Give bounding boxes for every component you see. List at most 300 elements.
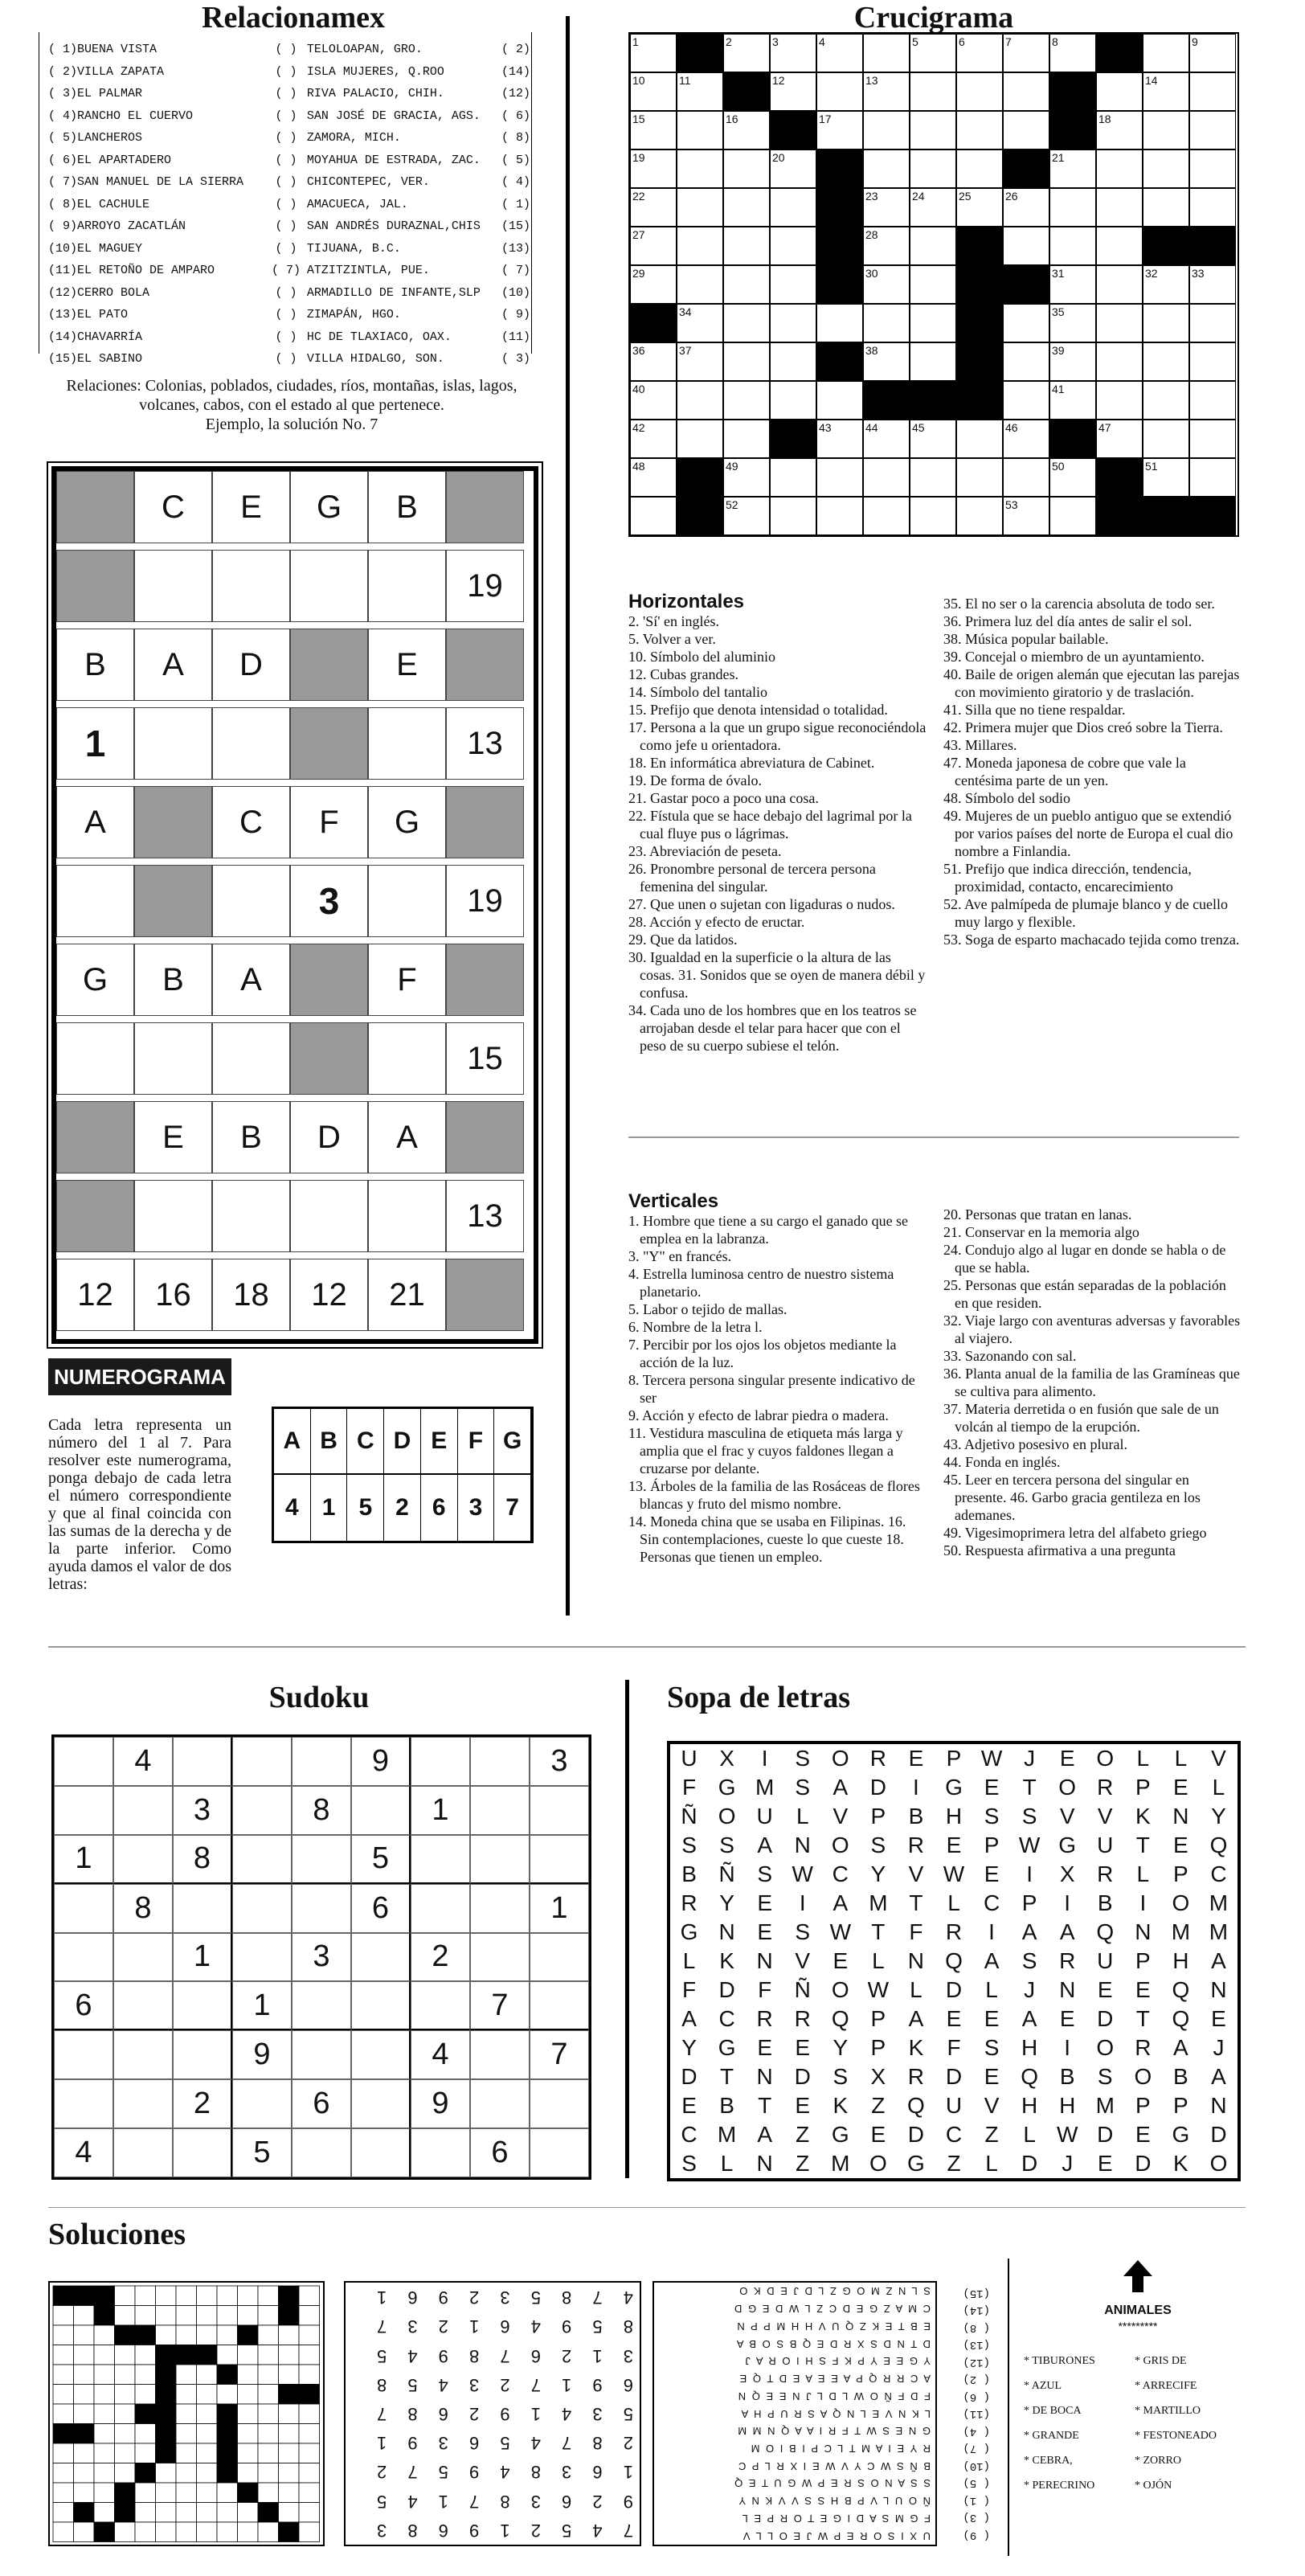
sudoku-cell[interactable]: 1 — [173, 1933, 232, 1982]
crossword-cell[interactable] — [770, 458, 816, 497]
word-search-letter[interactable]: Ñ — [681, 1804, 698, 1829]
sudoku-cell[interactable] — [351, 1786, 411, 1835]
sudoku-cell[interactable]: 5 — [232, 2128, 292, 2177]
sudoku-cell[interactable] — [54, 1884, 113, 1933]
crossword-cell[interactable] — [1049, 342, 1096, 381]
crossword-cell[interactable] — [677, 265, 723, 304]
word-search-letter[interactable]: Q — [831, 2006, 849, 2031]
word-search-letter[interactable]: A — [681, 2006, 697, 2031]
word-search-letter[interactable]: D — [794, 2064, 811, 2089]
word-search-letter[interactable]: P — [870, 2035, 886, 2060]
sudoku-cell[interactable]: 7 — [470, 1981, 530, 2030]
word-search-letter[interactable]: H — [1172, 1948, 1189, 1973]
sudoku-cell[interactable] — [54, 1933, 113, 1982]
numerograma-cell[interactable]: 1 — [56, 707, 134, 780]
word-search-letter[interactable]: B — [1173, 2064, 1188, 2089]
numerograma-cell[interactable]: A — [368, 1101, 446, 1173]
word-search-letter[interactable]: D — [945, 1977, 963, 2002]
word-search-letter[interactable]: K — [1135, 1804, 1151, 1829]
word-search-letter[interactable]: Z — [871, 2093, 886, 2118]
word-search-letter[interactable]: I — [1064, 2035, 1071, 2060]
crossword-cell[interactable] — [723, 265, 770, 304]
crossword-cell[interactable] — [816, 381, 863, 420]
crossword-cell[interactable] — [863, 111, 910, 149]
word-search-letter[interactable]: J — [1024, 1977, 1036, 2002]
word-search-letter[interactable]: V — [795, 1948, 811, 1973]
word-search-letter[interactable]: T — [909, 1890, 923, 1915]
crossword-cell[interactable] — [1143, 111, 1189, 149]
sudoku-cell[interactable] — [470, 1737, 530, 1786]
crossword-cell[interactable] — [630, 227, 677, 265]
sudoku-cell[interactable] — [292, 1981, 351, 2030]
crossword-cell[interactable] — [863, 342, 910, 381]
word-search-letter[interactable]: P — [870, 1804, 886, 1829]
crossword-cell[interactable] — [863, 304, 910, 342]
numerograma-cell[interactable]: F — [368, 944, 446, 1016]
numerograma-cell[interactable]: E — [212, 471, 290, 543]
sudoku-cell[interactable] — [470, 1933, 530, 1982]
word-search-letter[interactable]: H — [1059, 2093, 1076, 2118]
word-search-letter[interactable]: S — [870, 1833, 886, 1857]
word-search-letter[interactable]: H — [1021, 2093, 1038, 2118]
word-search-letter[interactable]: Q — [945, 1948, 963, 1973]
numerograma-cell[interactable] — [290, 1180, 368, 1252]
crossword-cell[interactable] — [1003, 304, 1049, 342]
crossword-cell[interactable] — [1049, 34, 1096, 72]
sudoku-cell[interactable] — [54, 2079, 113, 2128]
word-search-letter[interactable]: D — [1021, 2151, 1038, 2176]
crossword-cell[interactable] — [910, 111, 956, 149]
crossword-cell[interactable] — [677, 227, 723, 265]
word-search-letter[interactable]: S — [795, 1746, 811, 1771]
crossword-cell[interactable] — [910, 265, 956, 304]
word-search-letter[interactable]: J — [1062, 2151, 1074, 2176]
numerograma-cell[interactable] — [212, 550, 290, 622]
sudoku-cell[interactable]: 4 — [54, 2128, 113, 2177]
word-search-letter[interactable]: M — [1095, 2093, 1115, 2118]
sudoku-cell[interactable] — [351, 2030, 411, 2079]
word-search-letter[interactable]: O — [831, 1833, 849, 1857]
word-search-letter[interactable]: M — [1209, 1919, 1229, 1944]
word-search-letter[interactable]: V — [984, 2093, 1000, 2118]
crossword-cell[interactable] — [630, 497, 677, 535]
word-search-letter[interactable]: D — [1135, 2151, 1152, 2176]
crossword-cell[interactable] — [723, 458, 770, 497]
word-search-letter[interactable]: W — [943, 1861, 965, 1886]
word-search-letter[interactable]: P — [1135, 1775, 1151, 1800]
word-search-letter[interactable]: U — [945, 2093, 963, 2118]
crossword-cell[interactable] — [1096, 420, 1143, 458]
word-search-letter[interactable]: O — [718, 1804, 736, 1829]
word-search-letter[interactable]: R — [794, 2006, 811, 2031]
word-search-letter[interactable]: R — [907, 2064, 925, 2089]
numerograma-cell[interactable]: 3 — [290, 865, 368, 937]
numerograma-cell[interactable] — [368, 707, 446, 780]
word-search-letter[interactable]: E — [984, 2064, 1000, 2089]
word-search-letter[interactable]: Z — [796, 2122, 810, 2147]
word-search-letter[interactable]: S — [832, 2064, 849, 2089]
crossword-cell[interactable] — [1096, 381, 1143, 420]
word-search-letter[interactable]: N — [794, 1833, 811, 1857]
word-search-letter[interactable]: D — [681, 2064, 698, 2089]
sudoku-cell[interactable]: 8 — [173, 1835, 232, 1884]
rel-answer-slot[interactable]: ( ) — [275, 197, 297, 211]
numerograma-cell[interactable]: D — [290, 1101, 368, 1173]
numerograma-cell[interactable]: 12 — [56, 1259, 134, 1331]
sudoku-cell[interactable] — [173, 2128, 232, 2177]
word-search-letter[interactable]: G — [718, 2035, 736, 2060]
sudoku-cell[interactable] — [411, 1981, 470, 2030]
numerograma-cell[interactable]: G — [56, 944, 134, 1016]
word-search-letter[interactable]: E — [946, 1833, 962, 1857]
crossword-cell[interactable] — [910, 34, 956, 72]
word-search-letter[interactable]: E — [795, 2035, 811, 2060]
numerograma-cell[interactable] — [134, 707, 212, 780]
crossword-cell[interactable] — [630, 265, 677, 304]
crossword-cell[interactable] — [723, 149, 770, 188]
numerograma-cell[interactable]: C — [212, 786, 290, 858]
word-search-letter[interactable]: S — [795, 1775, 811, 1800]
word-search-letter[interactable]: M — [1209, 1890, 1229, 1915]
word-search-letter[interactable]: Z — [947, 2151, 961, 2176]
word-search-letter[interactable]: O — [831, 1746, 849, 1771]
sudoku-cell[interactable]: 1 — [54, 1835, 113, 1884]
crossword-cell[interactable] — [1096, 149, 1143, 188]
crossword-cell[interactable] — [910, 188, 956, 227]
word-search-letter[interactable]: B — [681, 1861, 697, 1886]
word-search-letter[interactable]: S — [984, 1804, 1000, 1829]
sudoku-cell[interactable] — [411, 1737, 470, 1786]
numerograma-cell[interactable]: 12 — [290, 1259, 368, 1331]
crossword-cell[interactable] — [1189, 149, 1236, 188]
sudoku-cell[interactable]: 6 — [351, 1884, 411, 1933]
crossword-cell[interactable] — [1143, 458, 1189, 497]
sudoku-cell[interactable]: 9 — [232, 2030, 292, 2079]
crossword-cell[interactable] — [630, 342, 677, 381]
word-search-letter[interactable]: G — [1058, 1833, 1077, 1857]
word-search-letter[interactable]: S — [1021, 1948, 1037, 1973]
crossword-cell[interactable] — [677, 149, 723, 188]
word-search-letter[interactable]: E — [1097, 1977, 1113, 2002]
word-search-letter[interactable]: B — [719, 2093, 734, 2118]
word-search-letter[interactable]: E — [984, 1861, 1000, 1886]
word-search-letter[interactable]: H — [1021, 2035, 1038, 2060]
numerograma-cell[interactable]: F — [290, 786, 368, 858]
word-search-letter[interactable]: V — [1097, 1804, 1113, 1829]
crossword-cell[interactable] — [1003, 420, 1049, 458]
crossword-cell[interactable] — [910, 149, 956, 188]
rel-answer-slot[interactable]: ( ) — [275, 175, 297, 189]
word-search-letter[interactable]: W — [867, 1977, 890, 2002]
sudoku-cell[interactable] — [530, 1933, 589, 1982]
word-search-letter[interactable]: L — [1212, 1775, 1225, 1800]
word-search-letter[interactable]: D — [869, 1775, 886, 1800]
word-search-letter[interactable]: B — [908, 1804, 924, 1829]
sudoku-cell[interactable] — [113, 1933, 173, 1982]
crossword-cell[interactable] — [723, 497, 770, 535]
crossword-cell[interactable] — [677, 72, 723, 111]
word-search-letter[interactable]: O — [1096, 2035, 1115, 2060]
word-search-letter[interactable]: F — [681, 1775, 697, 1800]
crossword-cell[interactable] — [910, 497, 956, 535]
word-search-letter[interactable]: R — [869, 1746, 886, 1771]
word-search-letter[interactable]: R — [907, 1833, 925, 1857]
crossword-cell[interactable] — [677, 381, 723, 420]
crossword-cell[interactable] — [1143, 304, 1189, 342]
crossword-cell[interactable] — [910, 227, 956, 265]
rel-answer-slot[interactable]: ( ) — [275, 308, 297, 321]
sudoku-cell[interactable] — [173, 1737, 232, 1786]
word-search-letter[interactable]: K — [1173, 2151, 1188, 2176]
crossword-cell[interactable] — [1189, 188, 1236, 227]
crossword-cell[interactable] — [770, 34, 816, 72]
numerograma-cell[interactable]: C — [134, 471, 212, 543]
sudoku-cell[interactable] — [173, 1981, 232, 2030]
crossword-cell[interactable] — [1189, 265, 1236, 304]
crossword-cell[interactable] — [1143, 265, 1189, 304]
crossword-cell[interactable] — [1189, 420, 1236, 458]
numerograma-cell[interactable] — [368, 1022, 446, 1095]
crossword-cell[interactable] — [1189, 342, 1236, 381]
word-search-letter[interactable]: N — [718, 1919, 735, 1944]
sudoku-cell[interactable] — [351, 1933, 411, 1982]
word-search-letter[interactable]: Y — [870, 1861, 886, 1886]
word-search-letter[interactable]: E — [1135, 2122, 1151, 2147]
word-search-letter[interactable]: T — [720, 2064, 734, 2089]
rel-answer-slot[interactable]: ( ) — [275, 153, 297, 167]
word-search-letter[interactable]: O — [1058, 1775, 1077, 1800]
sudoku-cell[interactable] — [530, 1835, 589, 1884]
word-search-letter[interactable]: K — [719, 1948, 734, 1973]
word-search-letter[interactable]: P — [1135, 2093, 1151, 2118]
word-search-letter[interactable]: E — [1059, 1746, 1075, 1771]
crossword-cell[interactable] — [863, 458, 910, 497]
word-search-letter[interactable]: L — [1136, 1746, 1150, 1771]
word-search-letter[interactable]: C — [681, 2122, 698, 2147]
word-search-letter[interactable]: V — [1059, 1804, 1075, 1829]
word-search-letter[interactable]: Z — [796, 2151, 810, 2176]
sudoku-cell[interactable] — [470, 2030, 530, 2079]
crossword-cell[interactable] — [630, 381, 677, 420]
sudoku-cell[interactable]: 6 — [292, 2079, 351, 2128]
word-search-letter[interactable]: Q — [907, 2093, 925, 2118]
word-search-letter[interactable]: D — [945, 2064, 963, 2089]
crossword-cell[interactable] — [1003, 34, 1049, 72]
crossword-cell[interactable] — [630, 420, 677, 458]
word-search-letter[interactable]: S — [719, 1833, 734, 1857]
word-search-letter[interactable]: O — [1209, 2151, 1228, 2176]
numerograma-cell[interactable] — [56, 1022, 134, 1095]
numerograma-cell[interactable]: 21 — [368, 1259, 446, 1331]
crossword-cell[interactable] — [863, 420, 910, 458]
word-search-letter[interactable]: Z — [984, 2122, 999, 2147]
word-search-letter[interactable]: E — [908, 1746, 924, 1771]
crossword-cell[interactable] — [770, 188, 816, 227]
word-search-letter[interactable]: A — [1211, 2064, 1226, 2089]
numerograma-cell[interactable] — [134, 1022, 212, 1095]
word-search-letter[interactable]: G — [945, 1775, 963, 1800]
word-search-letter[interactable]: F — [947, 2035, 961, 2060]
crossword-cell[interactable] — [1189, 381, 1236, 420]
word-search-letter[interactable]: U — [1097, 1948, 1114, 1973]
numerograma-cell[interactable]: D — [212, 629, 290, 701]
sudoku-cell[interactable] — [292, 2030, 351, 2079]
word-search-letter[interactable]: E — [984, 1775, 1000, 1800]
crossword-cell[interactable] — [770, 342, 816, 381]
crossword-cell[interactable] — [1189, 111, 1236, 149]
crossword-cell[interactable] — [1143, 342, 1189, 381]
word-search-letter[interactable]: S — [795, 1919, 811, 1944]
word-search-letter[interactable]: W — [1056, 2122, 1078, 2147]
word-search-letter[interactable]: A — [1059, 1919, 1075, 1944]
word-search-letter[interactable]: E — [681, 2093, 697, 2118]
word-search-letter[interactable]: W — [980, 1746, 1003, 1771]
word-search-letter[interactable]: G — [680, 1919, 698, 1944]
word-search-letter[interactable]: N — [1172, 1804, 1189, 1829]
word-search-letter[interactable]: R — [1097, 1775, 1114, 1800]
sudoku-cell[interactable] — [54, 1737, 113, 1786]
crossword-cell[interactable] — [677, 111, 723, 149]
word-search-letter[interactable]: W — [1018, 1833, 1041, 1857]
word-search-letter[interactable]: B — [1097, 1890, 1113, 1915]
crossword-cell[interactable] — [630, 149, 677, 188]
word-search-letter[interactable]: L — [1023, 2122, 1036, 2147]
word-search-letter[interactable]: P — [984, 1833, 1000, 1857]
numerograma-cell[interactable]: B — [134, 944, 212, 1016]
word-search-letter[interactable]: E — [757, 2035, 772, 2060]
numerograma-cell[interactable]: 19 — [446, 865, 524, 937]
word-search-letter[interactable]: L — [796, 1804, 809, 1829]
word-search-letter[interactable]: M — [831, 2151, 850, 2176]
word-search-letter[interactable]: A — [1173, 2035, 1188, 2060]
word-search-letter[interactable]: N — [756, 2064, 773, 2089]
word-search-letter[interactable]: C — [945, 2122, 963, 2147]
word-search-letter[interactable]: F — [758, 1977, 772, 2002]
numerograma-cell[interactable]: E — [134, 1101, 212, 1173]
crossword-cell[interactable] — [1003, 72, 1049, 111]
crossword-cell[interactable] — [816, 497, 863, 535]
crossword-cell[interactable] — [723, 342, 770, 381]
word-search-letter[interactable]: M — [717, 2122, 737, 2147]
word-search-letter[interactable]: D — [1097, 2006, 1114, 2031]
crossword-cell[interactable] — [816, 458, 863, 497]
sudoku-cell[interactable] — [292, 1737, 351, 1786]
word-search-letter[interactable]: S — [984, 2035, 1000, 2060]
word-search-letter[interactable]: U — [756, 1804, 773, 1829]
sudoku-cell[interactable] — [530, 2128, 589, 2177]
crossword-cell[interactable] — [863, 149, 910, 188]
word-search-letter[interactable]: E — [1173, 1775, 1188, 1800]
sudoku-cell[interactable]: 6 — [54, 1981, 113, 2030]
crossword-cell[interactable] — [770, 72, 816, 111]
word-search-letter[interactable]: P — [1021, 1890, 1037, 1915]
crossword-cell[interactable] — [630, 188, 677, 227]
crossword-cell[interactable] — [956, 111, 1003, 149]
word-search-letter[interactable]: H — [945, 1804, 963, 1829]
sudoku-cell[interactable]: 4 — [411, 2030, 470, 2079]
rel-answer-slot[interactable]: ( ) — [275, 87, 297, 100]
sudoku-cell[interactable]: 1 — [411, 1786, 470, 1835]
word-search-letter[interactable]: O — [831, 1977, 849, 2002]
sudoku-cell[interactable] — [530, 2079, 589, 2128]
numerograma-cell[interactable] — [212, 707, 290, 780]
word-search-letter[interactable]: T — [1022, 1775, 1037, 1800]
word-search-letter[interactable]: P — [870, 2006, 886, 2031]
word-search-letter[interactable]: O — [1172, 1890, 1190, 1915]
crossword-cell[interactable] — [1049, 227, 1096, 265]
crossword-cell[interactable] — [816, 72, 863, 111]
numerograma-cell[interactable] — [368, 1180, 446, 1252]
word-search-letter[interactable]: N — [1059, 1977, 1076, 2002]
word-search-letter[interactable]: C — [718, 2006, 735, 2031]
word-search-letter[interactable]: F — [681, 1977, 697, 2002]
numerograma-cell[interactable] — [212, 1180, 290, 1252]
sudoku-grid[interactable] — [51, 1734, 591, 2180]
crossword-cell[interactable] — [630, 34, 677, 72]
rel-answer-slot[interactable]: ( ) — [275, 109, 297, 123]
word-search-letter[interactable]: N — [907, 1948, 925, 1973]
word-search-letter[interactable]: W — [829, 1919, 852, 1944]
word-search-letter[interactable]: S — [681, 2151, 697, 2176]
word-search-letter[interactable]: Q — [1172, 1977, 1190, 2002]
word-search-letter[interactable]: I — [1026, 1861, 1033, 1886]
word-search-letter[interactable]: G — [907, 2151, 925, 2176]
sudoku-cell[interactable] — [232, 1737, 292, 1786]
rel-answer-slot[interactable]: ( ) — [275, 352, 297, 366]
crossword-cell[interactable] — [1143, 188, 1189, 227]
crossword-cell[interactable] — [1096, 227, 1143, 265]
rel-answer-slot[interactable]: ( ) — [275, 241, 297, 256]
sudoku-cell[interactable] — [54, 2030, 113, 2079]
word-search-letter[interactable]: C — [832, 1861, 849, 1886]
word-search-letter[interactable]: P — [1135, 1948, 1151, 1973]
numerograma-cell[interactable] — [212, 865, 290, 937]
crossword-cell[interactable] — [1096, 111, 1143, 149]
word-search-letter[interactable]: Ñ — [718, 1861, 735, 1886]
word-search-letter[interactable]: D — [907, 2122, 925, 2147]
crossword-cell[interactable] — [1143, 381, 1189, 420]
word-search-letter[interactable]: E — [795, 2093, 811, 2118]
word-search-letter[interactable]: A — [908, 2006, 924, 2031]
sudoku-cell[interactable] — [113, 1981, 173, 2030]
sudoku-cell[interactable] — [173, 1884, 232, 1933]
word-search-letter[interactable]: K — [832, 2093, 849, 2118]
word-search-letter[interactable]: R — [1135, 2035, 1152, 2060]
rel-answer-slot[interactable]: ( ) — [275, 330, 297, 344]
rel-answer-slot[interactable]: ( ) — [275, 64, 297, 79]
crossword-cell[interactable] — [910, 72, 956, 111]
word-search-letter[interactable]: F — [909, 1919, 923, 1944]
crossword-cell[interactable] — [1003, 111, 1049, 149]
crossword-cell[interactable] — [1143, 420, 1189, 458]
sudoku-cell[interactable]: 2 — [173, 2079, 232, 2128]
word-search-letter[interactable]: N — [756, 2151, 773, 2176]
sudoku-cell[interactable]: 4 — [113, 1737, 173, 1786]
word-search-letter[interactable]: E — [1059, 2006, 1075, 2031]
word-search-letter[interactable]: X — [870, 2064, 886, 2089]
sudoku-cell[interactable] — [232, 1884, 292, 1933]
numerograma-cell[interactable]: 19 — [446, 550, 524, 622]
word-search-letter[interactable]: T — [871, 1919, 886, 1944]
numerograma-cell[interactable]: B — [368, 471, 446, 543]
sudoku-cell[interactable]: 8 — [292, 1786, 351, 1835]
crossword-grid[interactable] — [628, 32, 1239, 537]
word-search-letter[interactable]: P — [1173, 2093, 1188, 2118]
crossword-cell[interactable] — [910, 304, 956, 342]
word-search-letter[interactable]: I — [1139, 1890, 1147, 1915]
crossword-cell[interactable] — [956, 497, 1003, 535]
crossword-cell[interactable] — [770, 381, 816, 420]
